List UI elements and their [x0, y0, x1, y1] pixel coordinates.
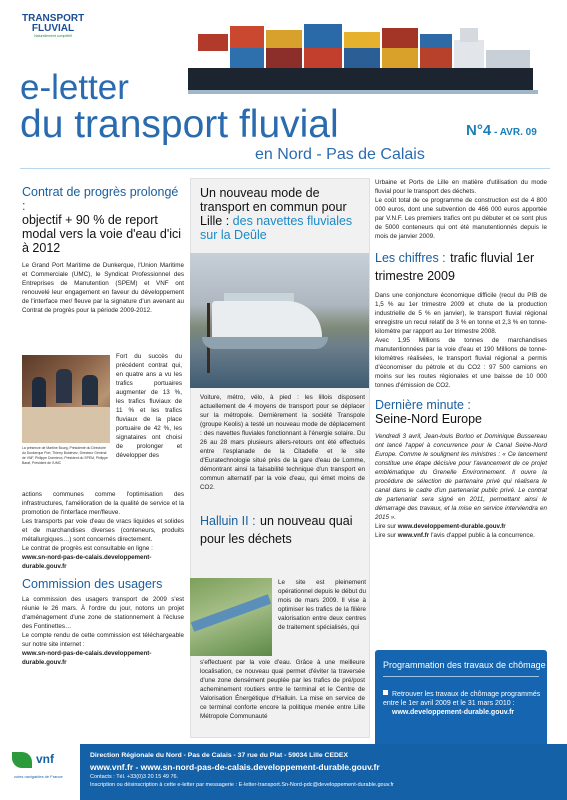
left-lower-column — [22, 490, 184, 667]
programme-divider — [383, 676, 539, 677]
seine-nord-title: Dernière minute : — [375, 398, 471, 412]
shuttle-boat-photo — [190, 253, 369, 388]
link-suffix: l'avis d'appel public à la concurrence. — [430, 532, 535, 539]
article-para-seine-nord: Vendredi 3 avril, Jean-louis Borloo et Dominique Bussereau ont lancé l'appel à concurrence pour le Canal Seine-Nord Europe. Comme le soulignent les ministres : « Ce lancement constitue une étape décisive pour l'avancement de ce projet emblématique du Grenelle Environnement. Il ouvre la procédure de sélection de partenaire privé qui réalisera le canal dans le cadre d'un partenariat public privé. Le contrat de partenariat sera signé en 2011, permettant ainsi le démarrage des travaux, et la mise en service interviendra en 2015 ». — [375, 433, 547, 521]
title-eletter: e-letter — [20, 68, 129, 107]
programme-box — [375, 650, 547, 750]
article-para-contrat-1: Le Grand Port Maritime de Dunkerque, l'Union Maritime et Commerciale (UMC), le Syndicat Professionnel des Entreprises de Manutention (SPEM) et VNF ont renouvelé leur engagement en faveur du développement de l'interface mer/ fleuve par la signature d'un avenant au Contrat de progrès pour la période 2009-2012. — [22, 262, 184, 314]
article-para-commission-1: La commission des usagers transport de 2009 s'est réunie le 26 mars. À l'ordre du jour, notons un projet d'aménagement d'une zone de stationnement à l'écluse des Fontinettes… — [22, 596, 184, 630]
barge-illustration — [188, 16, 538, 106]
article-para-halluin-1: Le site est pleinement opérationnel depuis le début du mois de mars 2009. Il vise à optimiser les trafics de la filière valorisation entre deux centres de traitement spécialisés, qui — [278, 579, 366, 631]
region-subtitle: en Nord - Pas de Calais — [255, 146, 425, 163]
article-heading-seine-nord — [375, 398, 547, 426]
chiffres-title: Les chiffres : — [375, 251, 446, 265]
developpement-durable-link[interactable]: www.developpement-durable.gouv.fr — [397, 523, 506, 530]
article-para-halluin-4: Le coût total de ce programme de construction est de 4 800 000 euros, dont une subvention de 466 000 euros apportée par V.N.F. Les premiers trafics ont pu débuter et ce sont plus de 5000 conteneurs qui ont été manutentionnés depuis le mois de janvier 2009. — [375, 197, 547, 240]
article-para-navettes: Voiture, métro, vélo, à pied : les lillois disposent actuellement de 4 moyens de transport pour se déplacer sur la métropole. Dernièrement la société Transpole (groupe Keolis) a testé un nouveau mode de déplacement : des navettes fluviales fonctionnant à l'énergie solaire. Du 26 au 28 mars plusieurs allers-retours ont été effectués entre l'esplanade de la Citadelle et le site d'Euratechnologie situé près de la gare d'eau de Lomme, démontrant ainsi la faisabilité technique d'un transport en commun alternatif par la voie d'eau, qui émet moins de CO2. — [200, 394, 365, 491]
table-figure — [22, 407, 110, 443]
seine-nord-title-rest: Seine-Nord Europe — [375, 412, 483, 426]
seine-nord-link-line-1 — [375, 522, 547, 531]
transport-fluvial-logo — [22, 14, 84, 64]
article-heading-navettes — [200, 186, 365, 242]
vnf-name: vnf — [36, 752, 54, 766]
article-para-chiffres-2: Avec 1,95 Millions de tonnes de marchandises manutentionnées par la voie d'eau et 190 Millions de tonne-kilomètres réalisées, le transport fluvial régional a permis d'économiser du pétrole et du CO2 : 97 500 camions en moins sur les routes régionales et une baisse de 10 000 tonnes d'émission de CO2. — [375, 337, 547, 389]
vnf-tagline: voies navigables de France — [14, 774, 63, 779]
programme-link[interactable]: www.developpement-durable.gouv.fr — [392, 709, 515, 716]
vnf-link[interactable]: www.vnf.fr — [397, 532, 430, 539]
boat-hull-figure — [202, 337, 328, 349]
navettes-title: Un nouveau mode de transport en commun pour Lille : — [200, 186, 347, 228]
article-para-contrat-side: Fort du succès du précédent contrat qui, en quatre ans a vu les trafics portuaires augmenter de 13 %, les trafics fluviaux de 11 % et les trafics fluviaux de la place portuaire de 42 %, les signataires ont choisi de prolonger et développer des — [116, 353, 182, 459]
header-divider — [20, 168, 550, 169]
link-prefix: Lire sur — [375, 532, 396, 539]
seine-nord-link-line-2 — [375, 531, 547, 540]
link-prefix: Lire sur — [375, 523, 396, 530]
bullet-square-icon — [383, 690, 388, 695]
right-column — [375, 178, 547, 540]
chiffres-title-rest: trafic fluvial 1er trimestre 2009 — [375, 251, 535, 283]
commission-link[interactable]: www.sn-nord-pas-de-calais.developpement-durable.gouv.fr — [22, 650, 152, 666]
article-para-halluin-2: s'effectuent par la voie d'eau. Grâce à une meilleure localisation, ce nouveau quai permet d'éviter la traversée d'une zone densément peuplée par les trafics de pré/post acheminement routiers entre le terminal et le Centre de Valorisation Énergétique d'Halluin. La mise en service de ce terminal conforte encore la politique menée entre Lille Métropole Communauté — [200, 659, 365, 720]
article-para-commission-2: Le compte rendu de cette commission est téléchargeable sur notre site internet : — [22, 632, 184, 648]
footer-websites[interactable]: www.vnf.fr - www.sn-nord-pas-de-calais.developpement-durable.gouv.fr — [90, 762, 380, 772]
programme-title: Programmation des travaux de chômage — [383, 660, 546, 670]
vnf-mark-icon — [12, 752, 32, 768]
contrat-link[interactable]: www.sn-nord-pas-de-calais.developpement-durable.gouv.fr — [22, 554, 152, 570]
article-heading-halluin — [200, 512, 365, 548]
article-para-contrat-2: actions communes comme l'optimisation des infrastructures, l'amélioration de la qualité de service et la promotion de l'interface mer/fleuve. — [22, 491, 184, 516]
title-transport-fluvial: du transport fluvial — [20, 103, 339, 146]
issue-label — [466, 122, 537, 139]
article-para-contrat-4: Le contrat de progrès est consultable en ligne : — [22, 545, 153, 552]
person-figure — [56, 369, 72, 403]
meeting-photo — [22, 355, 110, 443]
person-figure — [82, 375, 98, 405]
river-figure — [191, 594, 271, 631]
article-heading-chiffres — [375, 249, 547, 285]
article-heading-contrat: Contrat de progrès prolongé : — [22, 185, 179, 213]
halluin-aerial-photo — [190, 578, 272, 656]
article-para-contrat-3: Les transports par voie d'eau de vracs liquides et solides et de marchandises diverses (conteneurs, produits métallurgiques…) sont concernés directement. — [22, 518, 184, 543]
logo-line2: FLUVIAL — [31, 23, 75, 34]
photo-caption: La présence de Martine Bourg, Présidente du Directoire du Dunkerque Port, Thierry Boidevez, Directeur Général de VNF, Philippe Dormieux, Président du SPEM, Philippe Baraf, Président de l'UMC — [22, 446, 108, 465]
programme-item-text: Retrouver les travaux de chômage programmés entre le 1er avril 2009 et le 31 mars 2010 : — [383, 691, 541, 707]
footer-address: Direction Régionale du Nord - Pas de Calais - 37 rue du Plat - 59034 Lille CEDEX — [90, 752, 348, 759]
person-figure — [32, 377, 46, 407]
issue-number: N°4 — [466, 122, 492, 139]
article-para-halluin-3: Urbaine et Ports de Lille en matière d'utilisation du mode fluvial pour le transport des déchets. — [375, 179, 547, 195]
logo-tagline: Naturellement compétitif — [34, 34, 72, 38]
vnf-logo — [0, 744, 80, 800]
footer-contact: Contacts : Tél. +33(0)3 20 15 49 76. — [90, 774, 179, 780]
halluin-title-rest: un nouveau quai pour les déchets — [200, 514, 353, 546]
article-heading-commission: Commission des usagers — [22, 577, 163, 591]
logo-line1: TRANSPORT — [22, 13, 85, 24]
article-para-chiffres-1: Dans une conjoncture économique difficile (recul du PIB de 1,5 % au 1er trimestre 2009 et chute de la production industrielle de 5 % en janvier), le transport fluvial régional enregistre un recul relatif de 3 % en tonne et 2,3 % en tonne-kilomètre par rapport au 1er trimestre 2008. — [375, 292, 547, 335]
footer-subscription[interactable]: Inscription ou désinscription à cette e-letter par messagerie : E-letter-transport.Sn-Nord-pdc@developpement-durable.gouv.fr — [90, 782, 394, 788]
programme-item — [383, 690, 543, 717]
navettes-title-highlight: des navettes fluviales sur la Deûle — [200, 214, 353, 242]
issue-date: - AVR. 09 — [493, 127, 537, 138]
left-column — [22, 185, 184, 315]
article-subheading-contrat: objectif + 90 % de report modal vers la voie d'eau d'ici à 2012 — [22, 213, 182, 255]
halluin-title: Halluin II : — [200, 514, 256, 528]
